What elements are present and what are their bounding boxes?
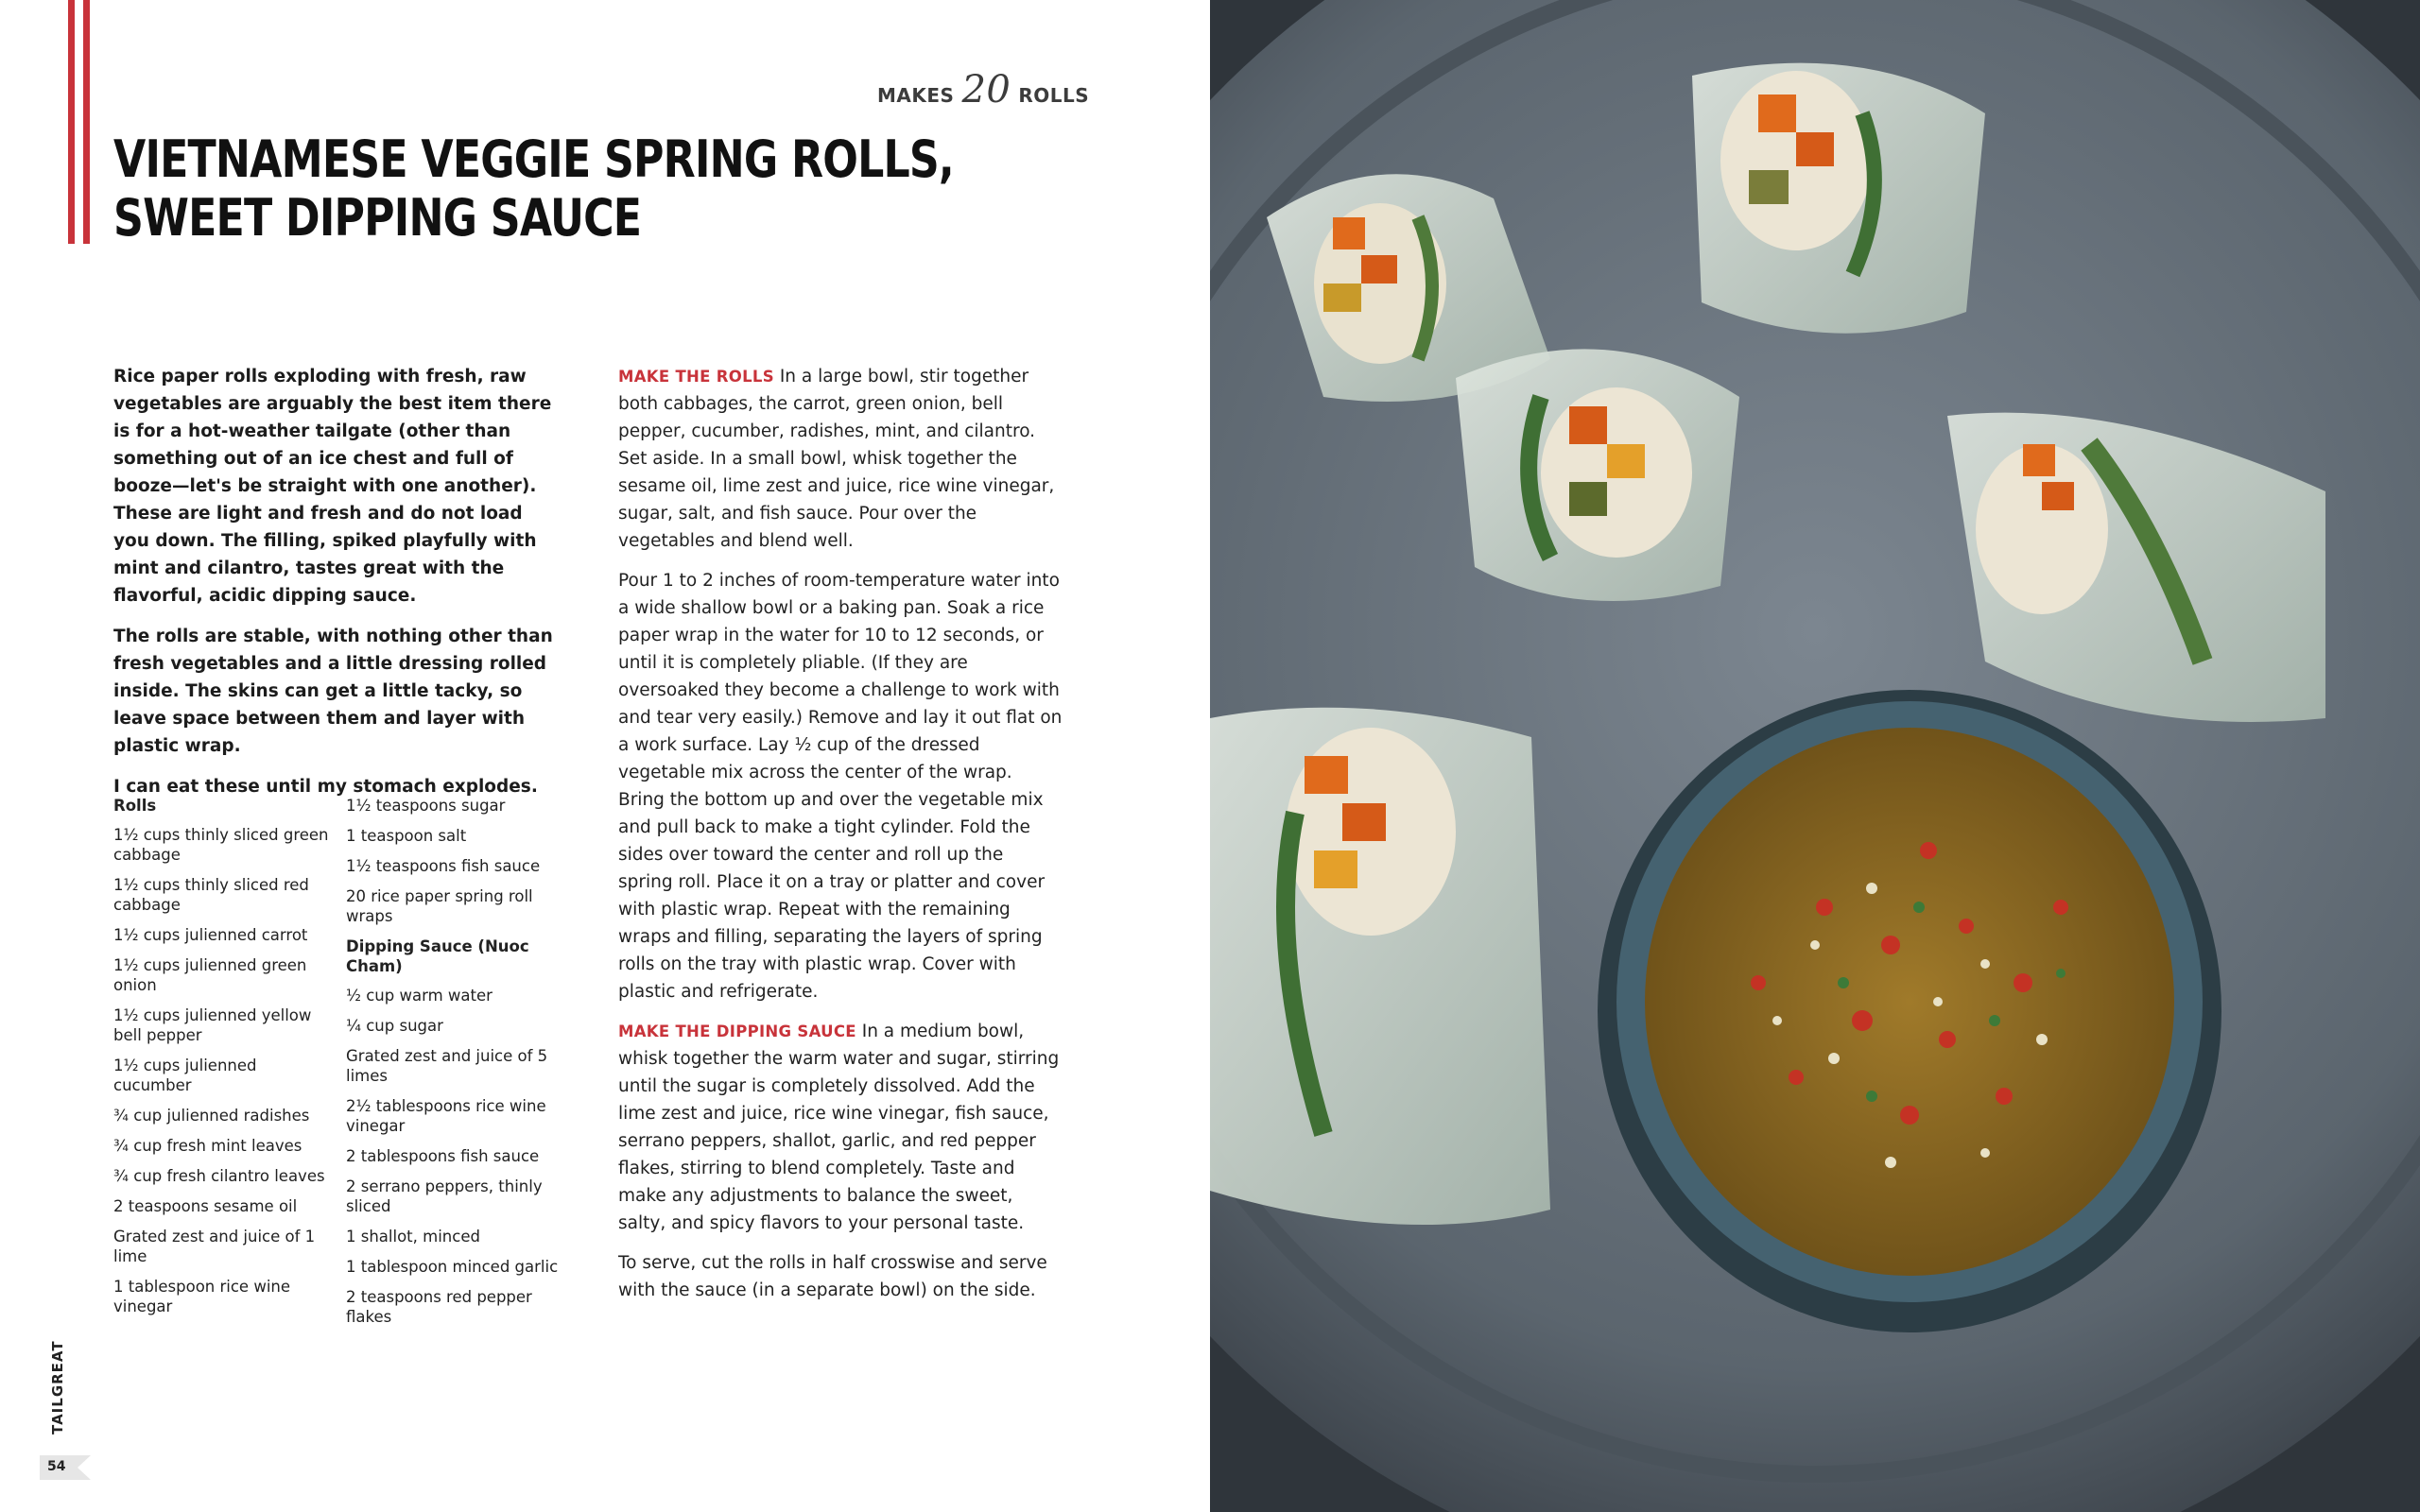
roll-5 bbox=[1210, 708, 1550, 1225]
step-text: In a large bowl, stir together both cabbages, the carrot, green onion, bell pepper, cucumber, radishes, mint, and cilantro. Set aside. In a small bowl, whisk together the sesame oil, lime zest and juice, rice wine vinegar, sugar, salt, and fish sauce. Pour over the vegetables and blend well. bbox=[618, 367, 1055, 551]
ingredient-item: 1 shallot, minced bbox=[346, 1228, 480, 1246]
method-step-serve: To serve, cut the rolls in half crosswise and serve with the sauce (in a separate bowl) on the side. bbox=[618, 1253, 1047, 1300]
ingredients-heading-sauce: Dipping Sauce (Nuoc Cham) bbox=[346, 937, 529, 975]
yield-number: 20 bbox=[961, 68, 1011, 112]
ingredient-item: ¾ cup julienned radishes bbox=[113, 1107, 310, 1125]
ingredient-item: 1½ teaspoons sugar bbox=[346, 797, 506, 815]
ingredient-item: 20 rice paper spring roll wraps bbox=[346, 887, 533, 925]
ingredient-item: ½ cup warm water bbox=[346, 987, 493, 1005]
ingredient-item: 1½ cups julienned yellow bell pepper bbox=[113, 1006, 312, 1044]
method-step-wrap: Pour 1 to 2 inches of room-temperature water into a wide shallow bowl or a baking pan. Soak a rice paper wrap in the water for 10 to 12 seconds, or until it is completely pliable. (If they are oversoaked they become a challenge to work with and tear very easily.) Remove and lay it out flat on a work surface. Lay ½ cup of the dressed vegetable mix across the center of the wrap. Bring the bottom up and over the vegetable mix and pull back to make a tight cylinder. Fold the sides over toward the center and roll up the spring roll. Place it on a tray or platter and cover with plastic wrap. Repeat with the remaining wraps and filling, separating the layers of spring rolls on the tray with plastic wrap. Cover with plastic and refrigerate. bbox=[618, 571, 1063, 1002]
accent-bar-right bbox=[83, 0, 90, 244]
yield-suffix: ROLLS bbox=[1018, 84, 1090, 107]
food-photo bbox=[1210, 0, 2420, 1512]
yield-prefix: MAKES bbox=[877, 84, 955, 107]
recipe-title-line1: VIETNAMESE VEGGIE SPRING ROLLS, bbox=[113, 129, 954, 189]
dipping-sauce-bowl bbox=[1598, 690, 2221, 1332]
accent-bar-left bbox=[68, 0, 75, 244]
ingredient-item: 1½ cups julienned green onion bbox=[113, 956, 307, 994]
recipe-intro bbox=[113, 363, 558, 814]
ingredients-column-2 bbox=[346, 796, 563, 1337]
step-text: In a medium bowl, whisk together the warm water and sugar, stirring until the sugar is completely dissolved. Add the lime zest and juice, rice wine vinegar, fish sauce, serrano peppers, shallot, garlic, and red pepper flakes, stirring to blend completely. Taste and make any adjustments to balance the sweet, salty, and spicy flavors to your personal taste. bbox=[618, 1022, 1060, 1233]
ingredient-item: 1½ teaspoons fish sauce bbox=[346, 857, 541, 875]
spring-rolls-photo bbox=[1210, 0, 2420, 1512]
ingredient-item: 2 tablespoons fish sauce bbox=[346, 1147, 540, 1165]
yield-label bbox=[877, 68, 1089, 112]
ingredient-item: 2 teaspoons red pepper flakes bbox=[346, 1288, 532, 1326]
ingredient-item: 1½ cups julienned carrot bbox=[113, 926, 308, 944]
ingredient-item: 1½ cups thinly sliced red cabbage bbox=[113, 876, 309, 914]
intro-paragraph: I can eat these until my stomach explodes. bbox=[113, 777, 538, 797]
ingredient-item: 2½ tablespoons rice wine vinegar bbox=[346, 1097, 546, 1135]
ingredients-heading-rolls: Rolls bbox=[113, 797, 157, 815]
ingredient-item: 1 tablespoon rice wine vinegar bbox=[113, 1278, 291, 1315]
page-number-flag bbox=[40, 1455, 91, 1480]
intro-paragraph: Rice paper rolls exploding with fresh, raw vegetables are arguably the best item there is for a hot-weather tailgate (other than something out of an ice chest and full of booze—let's be straight with one another). These are light and fresh and do not load you down. The filling, spiked playfully with mint and cilantro, tastes great with the flavorful, acidic dipping sauce. bbox=[113, 367, 552, 606]
ingredients-column-1 bbox=[113, 796, 331, 1327]
ingredient-item: 2 teaspoons sesame oil bbox=[113, 1197, 298, 1215]
method-column bbox=[618, 363, 1063, 1316]
roll-3 bbox=[1456, 349, 1739, 601]
running-head-text: TAILGREAT bbox=[49, 1340, 66, 1435]
ingredient-item: 1½ cups thinly sliced green cabbage bbox=[113, 826, 329, 864]
ingredient-item: ¾ cup fresh cilantro leaves bbox=[113, 1167, 325, 1185]
running-head bbox=[34, 1340, 74, 1435]
roll-2 bbox=[1692, 63, 1985, 334]
ingredient-item: 1½ cups julienned cucumber bbox=[113, 1057, 257, 1094]
recipe-title-line2: SWEET DIPPING SAUCE bbox=[113, 188, 642, 248]
ingredient-item: 1 teaspoon salt bbox=[346, 827, 467, 845]
ingredient-item: Grated zest and juice of 1 lime bbox=[113, 1228, 316, 1265]
step-label-sauce: MAKE THE DIPPING SAUCE bbox=[618, 1022, 856, 1040]
recipe-title bbox=[113, 129, 954, 248]
step-label-rolls: MAKE THE ROLLS bbox=[618, 368, 774, 386]
ingredient-item: 1 tablespoon minced garlic bbox=[346, 1258, 559, 1276]
nuoc-cham-sauce bbox=[1645, 728, 2174, 1276]
ingredient-item: ¾ cup fresh mint leaves bbox=[113, 1137, 302, 1155]
ingredient-item: 2 serrano peppers, thinly sliced bbox=[346, 1177, 543, 1215]
intro-paragraph: The rolls are stable, with nothing other than fresh vegetables and a little dressing rolled inside. The skins can get a little tacky, so leave space between them and layer with plastic wrap. bbox=[113, 627, 553, 756]
ingredient-item: Grated zest and juice of 5 limes bbox=[346, 1047, 548, 1085]
ingredient-item: ¼ cup sugar bbox=[346, 1017, 443, 1035]
method-step-sauce bbox=[618, 1018, 1063, 1237]
method-step-rolls bbox=[618, 363, 1063, 555]
page-number: 54 bbox=[47, 1459, 66, 1474]
